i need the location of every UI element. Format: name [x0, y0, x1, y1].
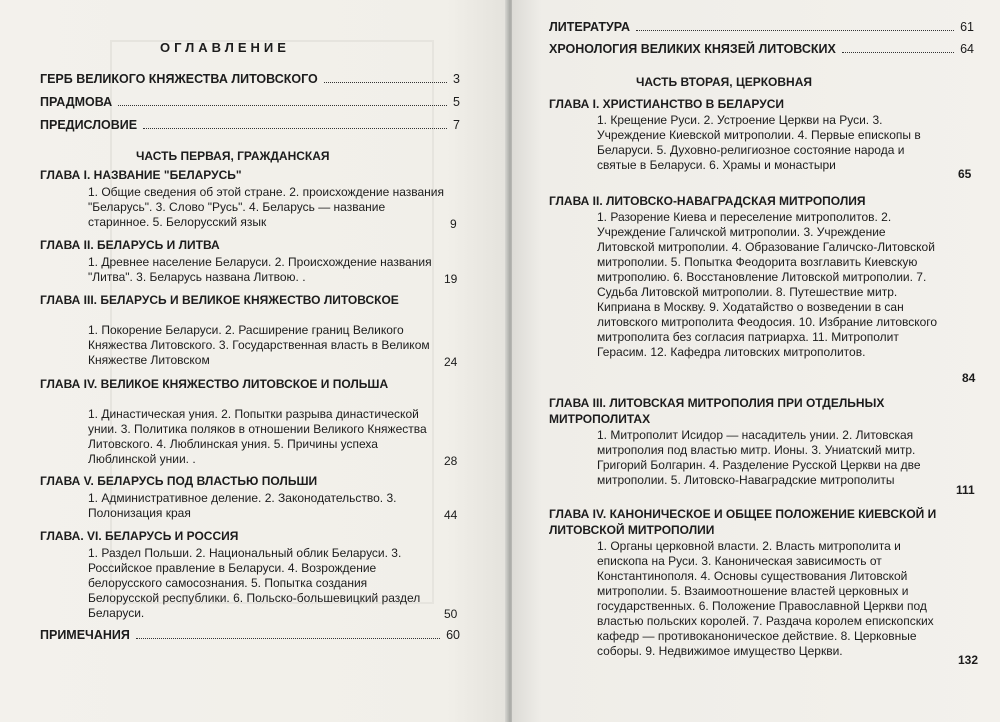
- chapter-contents: 1. Крещение Руси. 2. Устроение Церкви на Руси. 3. Учреждение Киевской митрополии. 4. Первые епископы в Беларуси. 5. Духовно-религиозное состояние народа и святые в Беларуси. 6. Храмы и монастыри: [597, 113, 921, 172]
- chapter-contents: 1. Покорение Беларуси. 2. Расширение границ Великого Княжества Литовского. 3. Государственная власть в Великом Княжестве Литовском: [88, 323, 430, 367]
- leader-dots: [842, 52, 954, 53]
- toc-entry-page: 7: [453, 118, 460, 132]
- chapter-page: 9: [450, 217, 457, 231]
- leader-dots: [324, 82, 447, 83]
- toc-entry-label: ПРЕДИСЛОВИЕ: [40, 118, 138, 132]
- leader-dots: [143, 128, 447, 129]
- chapter-heading[interactable]: ГЛАВА IV. КАНОНИЧЕСКОЕ И ОБЩЕЕ ПОЛОЖЕНИЕ КИЕВСКОЙ И ЛИТОВСКОЙ МИТРОПОЛИИ: [549, 507, 937, 537]
- chapter-contents: 1. Древнее население Беларуси. 2. Происхождение названия "Литва". 3. Беларусь названа Литвою. .: [88, 255, 432, 284]
- chapter-page: 132: [958, 653, 979, 667]
- chapter-contents: 1. Разорение Киева и переселение митрополитов. 2. Учреждение Галичской митрополии. 3. Учреждение Литовской митрополии. 4. Образование Галичско-Литовской митрополии. 5. Попытка Феодорита возглавить Киевскую митрополию. 6. Восстановление Литовской митрополии. 7. Судьба Литовской митрополии. 8. Путешествие митр. Киприана в Москву. 9. Ходатайство о возведении в сан литовского митрополита Феодосия. 10. Избрание литовского митрополита без согласия патриарха. 11. Митрополит Герасим. 12. Кафедра литовских митрополитов.: [597, 210, 938, 359]
- right-page: [512, 0, 1000, 722]
- toc-entry-notes[interactable]: [40, 628, 460, 642]
- toc-entry[interactable]: [549, 42, 974, 56]
- toc-entry-page: 60: [446, 628, 460, 642]
- part-title: ЧАСТЬ ВТОРАЯ, ЦЕРКОВНАЯ: [636, 75, 812, 89]
- chapter-page: 19: [444, 272, 458, 286]
- chapter-page: 24: [444, 355, 458, 369]
- leader-dots: [636, 30, 954, 31]
- chapter-page: 44: [444, 508, 458, 522]
- toc-title: ОГЛАВЛЕНИЕ: [160, 40, 290, 55]
- leader-dots: [136, 638, 440, 639]
- chapter-page: 28: [444, 454, 458, 468]
- toc-entry[interactable]: [40, 118, 460, 132]
- chapter-contents: 1. Административное деление. 2. Законодательство. 3. Полонизация края: [88, 491, 397, 520]
- chapter-heading[interactable]: ГЛАВА III. ЛИТОВСКАЯ МИТРОПОЛИЯ ПРИ ОТДЕЛЬНЫХ МИТРОПОЛИТАХ: [549, 396, 885, 426]
- chapter-heading[interactable]: ГЛАВА. VI. БЕЛАРУСЬ И РОССИЯ: [40, 529, 239, 543]
- toc-entry-label: ХРОНОЛОГИЯ ВЕЛИКИХ КНЯЗЕЙ ЛИТОВСКИХ: [549, 42, 836, 56]
- toc-entry[interactable]: [549, 20, 974, 34]
- toc-entry[interactable]: [40, 95, 460, 109]
- chapter-contents: 1. Династическая уния. 2. Попытки разрыва династической унии. 3. Политика поляков в отношении Великого Княжества Литовского. 4. Люблинская уния. 5. Причины успеха Люблинской унии. .: [88, 407, 427, 466]
- toc-entry-label: ЛИТЕРАТУРА: [549, 20, 631, 34]
- chapter-heading[interactable]: ГЛАВА I. НАЗВАНИЕ "БЕЛАРУСЬ": [40, 168, 242, 182]
- toc-entry-label: ПРИМЕЧАНИЯ: [40, 628, 130, 642]
- chapter-page: 111: [956, 483, 975, 497]
- leader-dots: [118, 105, 447, 106]
- toc-entry-page: 61: [960, 20, 974, 34]
- chapter-contents: 1. Митрополит Исидор — насадитель унии. 2. Литовская митрополия под властью митр. Ионы. 3. Униатский митр. Григорий Болгарин. 4. Разделение Русской Церкви на две митрополии. 5. Литовско-Наваградские митрополиты: [597, 428, 921, 487]
- toc-entry-page: 64: [960, 42, 974, 56]
- chapter-contents: 1. Органы церковной власти. 2. Власть митрополита и епископа на Руси. 3. Каноническая зависимость от Константинополя. 4. Основы существования Литовской митрополии. 5. Взаимоотношение властей церковных и государственных. 6. Положение Православной Церкви под властью польских королей. 7. Раздача королем епископских кафедр — противоканоническое действие. 8. Церковные соборы. 9. Недвижимое имущество Церкви.: [597, 539, 934, 658]
- toc-entry[interactable]: [40, 72, 460, 86]
- toc-entry-page: 3: [453, 72, 460, 86]
- chapter-page: 50: [444, 607, 458, 621]
- chapter-heading[interactable]: ГЛАВА IV. ВЕЛИКОЕ КНЯЖЕСТВО ЛИТОВСКОЕ И ПОЛЬША: [40, 377, 389, 391]
- chapter-heading[interactable]: ГЛАВА II. БЕЛАРУСЬ И ЛИТВА: [40, 238, 220, 252]
- chapter-heading[interactable]: ГЛАВА V. БЕЛАРУСЬ ПОД ВЛАСТЬЮ ПОЛЬШИ: [40, 474, 318, 488]
- chapter-heading[interactable]: ГЛАВА I. ХРИСТИАНСТВО В БЕЛАРУСИ: [549, 97, 784, 111]
- chapter-page: 84: [962, 371, 976, 385]
- chapter-contents: 1. Общие сведения об этой стране. 2. происхождение названия "Беларусь". 3. Слово "Русь". 4. Беларусь — название старинное. 5. Белорусский язык: [88, 185, 444, 229]
- chapter-heading[interactable]: ГЛАВА II. ЛИТОВСКО-НАВАГРАДСКАЯ МИТРОПОЛИЯ: [549, 194, 866, 208]
- toc-entry-label: ГЕРБ ВЕЛИКОГО КНЯЖЕСТВА ЛИТОВСКОГО: [40, 72, 318, 86]
- chapter-contents: 1. Раздел Польши. 2. Национальный облик Беларуси. 3. Российское правление в Беларуси. 4. Возрождение белорусского самосознания. 5. Попытка создания Белорусской республики. 6. Польско-большевицкий раздел Беларуси.: [88, 546, 421, 620]
- toc-entry-label: ПРАДМОВА: [40, 95, 113, 109]
- chapter-page: 65: [958, 167, 972, 181]
- chapter-heading[interactable]: ГЛАВА III. БЕЛАРУСЬ И ВЕЛИКОЕ КНЯЖЕСТВО ЛИТОВСКОЕ: [40, 293, 399, 307]
- toc-entry-page: 5: [453, 95, 460, 109]
- part-title: ЧАСТЬ ПЕРВАЯ, ГРАЖДАНСКАЯ: [136, 149, 330, 163]
